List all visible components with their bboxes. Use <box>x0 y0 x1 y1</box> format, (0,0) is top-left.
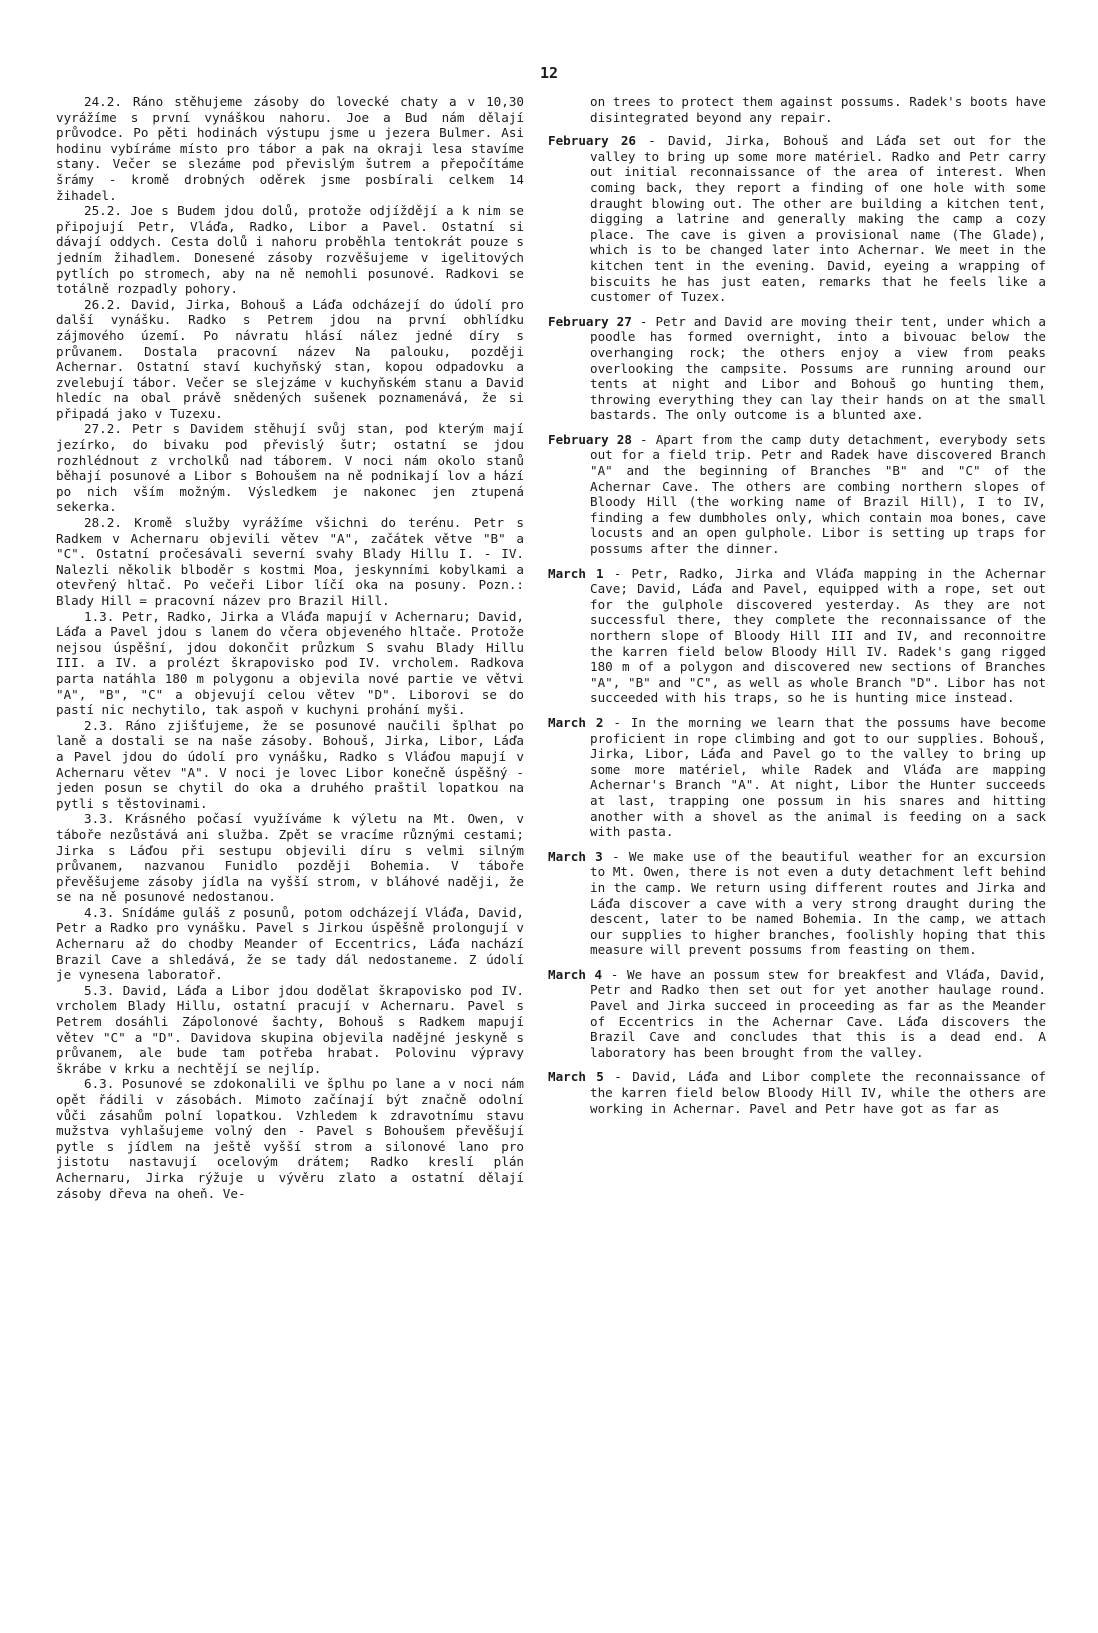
czech-paragraph: 4.3. Snídáme guláš z posunů, potom odcházejí Vláďa, David, Petr a Radko pro vynášku. Pavel s Jirkou úspěšně prolongují v Achernaru až do chodby Meander of Eccentrics, Láďa nachází Brazil Cave a shledává, že se tady dál nedostaneme. Z údolí je vynesena laboratoř. <box>56 904 524 983</box>
entry-date: February 27 <box>548 313 632 329</box>
diary-entry: March 3 - We make use of the beautiful weather for an excursion to Mt. Owen, there is not even a duty detachment left behind in the camp. We return using different routes and Jirka and Láďa discover a cave with a very strong draught during the descent, later to be named Bohemia. In the camp, we attach our supplies to higher branches, foolishly hoping that this measure will prevent possums from feasting on them. <box>548 848 1047 958</box>
entry-text: David, Láďa and Libor complete the reconnaissance of the karren field below Bloody Hill IV, while the others are working in Achernar. Pavel and Petr have got as far as <box>590 1069 1046 1116</box>
english-column <box>548 94 1046 1125</box>
czech-paragraph: 24.2. Ráno stěhujeme zásoby do lovecké chaty a v 10,30 vyrážíme s první vynáškou nahoru. Joe a Bud nám dělají průvodce. Po pěti hodinách výstupu jsme u jezera Bulmer. Asi hodinu vybíráme místo pro tábor a pak na okraji lesa stavíme stany. Večer se slezáme pod převislým šutrem a přepočítáme šrámy - kromě drobných oděrek jsme posbírali celkem 14 žihadel. <box>56 94 524 203</box>
entry-date: March 2 <box>548 714 604 730</box>
czech-paragraph: 6.3. Posunové se zdokonalili ve šplhu po lane a v noci nám opět řádili v zásobách. Mimoto začínají být značně odolní vůči zásahům polní lopatkou. Vzhledem k zdravotnímu stavu mužstva vyhlašujeme volný den - Pavel s Bohoušem převěšují pytle s jídlem na ještě vyšší strom a silonové lano pro jistotu nastavují ocelovým drátem; Radko kreslí plán Achernaru, Jirka rýžuje u vývěru zlato a ostatní dělají zásoby dřeva na oheň. Ve- <box>56 1076 524 1201</box>
diary-entry: March 4 - We have an possum stew for breakfest and Vláďa, David, Petr and Radko then set out for yet another haulage round. Pavel and Jirka succeed in proceeding as far as the Meander of Eccentrics in the Achernar Cave. Láďa discovers the Brazil Cave and concludes that this is a dead end. A laboratory has been brought from the valley. <box>548 966 1046 1060</box>
entry-text: We make use of the beautiful weather for an excursion to Mt. Owen, there is not even a duty detachment left behind in the camp. We return using different routes and Jirka and Láďa discover a cave with a very strong draught during the descent, later to be named Bohemia. In the camp, we attach our supplies to higher branches, foolishly hoping that this measure will prevent possums from feasting on them. <box>590 848 1047 958</box>
page-number: 12 <box>539 64 559 82</box>
czech-paragraph: 2.3. Ráno zjišťujeme, že se posunové naučili šplhat po laně a dostali se na naše zásoby. Bohouš, Jirka, Libor, Láďa a Pavel jdou do údolí pro vynášku, Radko s Vláďou mapují v Achernaru větev "A". V noci je lovec Libor konečně úspěšný - jeden posun se chytil do oka a druhého praštil lopatkou na pytli s těstovinami. <box>56 717 524 811</box>
diary-entry: March 2 - In the morning we learn that the possums have become proficient in rope climbing and got to our supplies. Bohouš, Jirka, Libor, Láďa and Pavel go to the valley to bring up some more matériel, while Radek and Vláďa are mapping Achernar's Branch "A". At night, Libor the Hunter succeeds at last, trapping one possum in his snares and hitting another with a shovel as the animal is feeding on a sack with pasta. <box>548 714 1046 840</box>
czech-paragraph: 1.3. Petr, Radko, Jirka a Vláďa mapují v Achernaru; David, Láďa a Pavel jdou s lanem do včera objeveného hltače. Protože nejsou úspěšní, jdou dokončit průzkum S svahu Blady Hillu III. a IV. a prolézt škrapovisko pod IV. vrcholem. Radkova parta natáhla 180 m polygonu a objevila nové partie ve větvi "A", "B", "C" a objevují celou větev "D". Liborovi se do pastí nic nechytilo, tak aspoň v kuchyni prohání myši. <box>56 608 524 718</box>
entry-text: David, Jirka, Bohouš and Láďa set out for the valley to bring up some more matériel. Radko and Petr carry out initial reconnaissance of the area of interest. When coming back, they report a finding of one hole with some draught blowing out. The other are building a kitchen tent, digging a latrine and generally making the camp a cozy place. The cave is given a provisional name (The Glade), which is to be changed later into Achernar. We meet in the kitchen tent in the evening. David, eyeing a wrapping of biscuits he has just eaten, remarks that he feels like a customer of Tuzex. <box>590 133 1047 305</box>
czech-paragraph: 5.3. David, Láďa a Libor jdou dodělat škrapovisko pod IV. vrcholem Blady Hillu, ostatní pracují v Achernaru. Pavel s Petrem dosáhli Zápolonové šachty, Bohouš s Radkem mapují větev "C" a "D". Davidova skupina objevila nadějné jeskyně s průvanem, ale bude tam potřeba hrabat. Polovinu výpravy škrábe v krku a nechtějí se nejlíp. <box>56 982 524 1076</box>
entry-date: March 3 <box>548 848 603 864</box>
diary-entry: March 5 - David, Láďa and Libor complete the reconnaissance of the karren field below Bloody Hill IV, while the others are working in Achernar. Pavel and Petr have got as far as <box>548 1069 1046 1116</box>
diary-entry: February 27 - Petr and David are moving their tent, under which a poodle has formed overnight, into a bivouac below the overhanging rock; the others enjoy a view from peaks overlooking the campsite. Possums are running around our tents at night and Libor and Bohouš go hunting them, throwing everything they can lay their hands on at the small bastards. The only outcome is a blunted axe. <box>548 313 1047 423</box>
entry-date: March 5 <box>548 1069 604 1085</box>
diary-entry: February 28 - Apart from the camp duty detachment, everybody sets out for a field trip. Petr and Radek have discovered Branch "A" and the beginning of Branches "B" and "C" of the Achernar Cave. The others are combing northern slopes of Bloody Hill (the working name of Brazil Hill), I to IV, finding a few dumbholes only, which contain moa bones, cave locusts and an open gulphole. Libor is setting up traps for possums after the dinner. <box>548 431 1046 557</box>
entry-date: March 4 <box>548 966 603 982</box>
english-continuation: on trees to protect them against possums. Radek's boots have disintegrated beyond any repair. <box>590 94 1046 125</box>
entry-text: Petr, Radko, Jirka and Vláďa mapping in the Achernar Cave; David, Láďa and Pavel, equipped with a rope, set out for the gulphole discovered yesterday. As they are not successful there, they complete the reconnaissance of the northern slope of Bloody Hill III and IV, and reconnoitre the karren field below Bloody Hill IV. Radek's gang rigged 180 m of a polygon and discovered new sections of Branches "A", "B" and "C", as well as whole Branch "D". Libor has not succeeded with his traps, so he is hunting mice instead. <box>590 565 1047 706</box>
czech-paragraph: 25.2. Joe s Budem jdou dolů, protože odjíždějí a k nim se připojují Petr, Vláďa, Radko, Libor a Pavel. Ostatní si dávají oddych. Cesta dolů i nahoru proběhla tentokrát pouze s jedním žihadlem. Donesené zásoby rozvěšujeme v igelitových pytlích po stromech, aby na ně nemohli posunové. Radkovi se totálně rozpadly pohory. <box>56 203 524 297</box>
entry-text: In the morning we learn that the possums have become proficient in rope climbing and got to our supplies. Bohouš, Jirka, Libor, Láďa and Pavel go to the valley to bring up some more matériel, while Radek and Vláďa are mapping Achernar's Branch "A". At night, Libor the Hunter succeeds at last, trapping one possum in his snares and hitting another with a shovel as the animal is feeding on a sack with pasta. <box>590 714 1046 840</box>
czech-paragraph: 28.2. Kromě služby vyrážíme všichni do terénu. Petr s Radkem v Achernaru objevili větev "A", začátek větve "B" a "C". Ostatní pročesávali severní svahy Blady Hillu I. - IV. Nalezli několik blboděr s kostmi Moa, jeskynními kobylkami a otevřený hltač. Po večeři Libor líčí oka na posuny. Pozn.: Blady Hill = pracovní název pro Brazil Hill. <box>56 515 524 608</box>
diary-entry: February 26 - David, Jirka, Bohouš and Láďa set out for the valley to bring up some more matériel. Radko and Petr carry out initial reconnaissance of the area of interest. When coming back, they report a finding of one hole with some draught blowing out. The other are building a kitchen tent, digging a latrine and generally making the camp a cozy place. The cave is given a provisional name (The Glade), which is to be changed later into Achernar. We meet in the kitchen tent in the evening. David, eyeing a wrapping of biscuits he has just eaten, remarks that he feels like a customer of Tuzex. <box>548 133 1047 305</box>
czech-paragraph: 27.2. Petr s Davidem stěhují svůj stan, pod kterým mají jezírko, do bivaku pod převislý šutr; ostatní se jdou rozhlédnout z vrcholků nad táborem. V noci nám okolo stanů běhají posunové a Libor s Bohoušem na ně podnikají lov a hází po nich vším možným. Výsledkem je nakonec jen ztupená sekerka. <box>56 421 524 515</box>
czech-paragraph: 3.3. Krásného počasí využíváme k výletu na Mt. Owen, v táboře nezůstává ani služba. Zpět se vracíme různými cestami; Jirka s Láďou při sestupu objevili díru s velmi silným průvanem, nazvanou Funidlo později Bohemia. V táboře převěšujeme zásoby jídla na vyšší strom, v bláhové naději, že se na ně posunové nedostanou. <box>56 811 524 905</box>
entry-date: March 1 <box>548 565 604 581</box>
entry-date: February 28 <box>548 431 632 447</box>
entry-text: We have an possum stew for breakfest and Vláďa, David, Petr and Radko then set out for yet another haulage round. Pavel and Jirka succeed in proceeding as far as the Meander of Eccentrics in the Achernar Cave. Láďa discovers the Brazil Cave and concludes that this is a dead end. A laboratory has been brought from the valley. <box>590 966 1046 1060</box>
entry-text: Petr and David are moving their tent, under which a poodle has formed overnight, into a bivouac below the overhanging rock; the others enjoy a view from peaks overlooking the campsite. Possums are running around our tents at night and Libor and Bohouš go hunting them, throwing everything they can lay their hands on at the small bastards. The only outcome is a blunted axe. <box>590 313 1047 423</box>
czech-column <box>56 94 524 1201</box>
entry-text: Apart from the camp duty detachment, everybody sets out for a field trip. Petr and Radek have discovered Branch "A" and the beginning of Branches "B" and "C" of the Achernar Cave. The others are combing northern slopes of Bloody Hill (the working name of Brazil Hill), I to IV, finding a few dumbholes only, which contain moa bones, cave locusts and an open gulphole. Libor is setting up traps for possums after the dinner. <box>590 431 1046 557</box>
diary-entry: March 1 - Petr, Radko, Jirka and Vláďa mapping in the Achernar Cave; David, Láďa and Pavel, equipped with a rope, set out for the gulphole discovered yesterday. As they are not successful there, they complete the reconnaissance of the northern slope of Bloody Hill III and IV, and reconnoitre the karren field below Bloody Hill IV. Radek's gang rigged 180 m of a polygon and discovered new sections of Branches "A", "B" and "C", as well as whole Branch "D". Libor has not succeeded with his traps, so he is hunting mice instead. <box>548 565 1047 706</box>
czech-paragraph: 26.2. David, Jirka, Bohouš a Láďa odcházejí do údolí pro další vynášku. Radko s Petrem jdou na první obhlídku zájmového území. Po návratu hlásí nález jedné díry s průvanem. Dostala pracovní název Na palouku, později Achernar. Ostatní staví kuchyňský stan, kopou odpadovku a zvelebují tábor. Večer se slejzáme v kuchyňském stanu a David hledíc na obal právě snědených sušenek poznamenává, že si připadá jako v Tuzexu. <box>56 296 524 421</box>
entry-date: February 26 <box>548 133 637 149</box>
